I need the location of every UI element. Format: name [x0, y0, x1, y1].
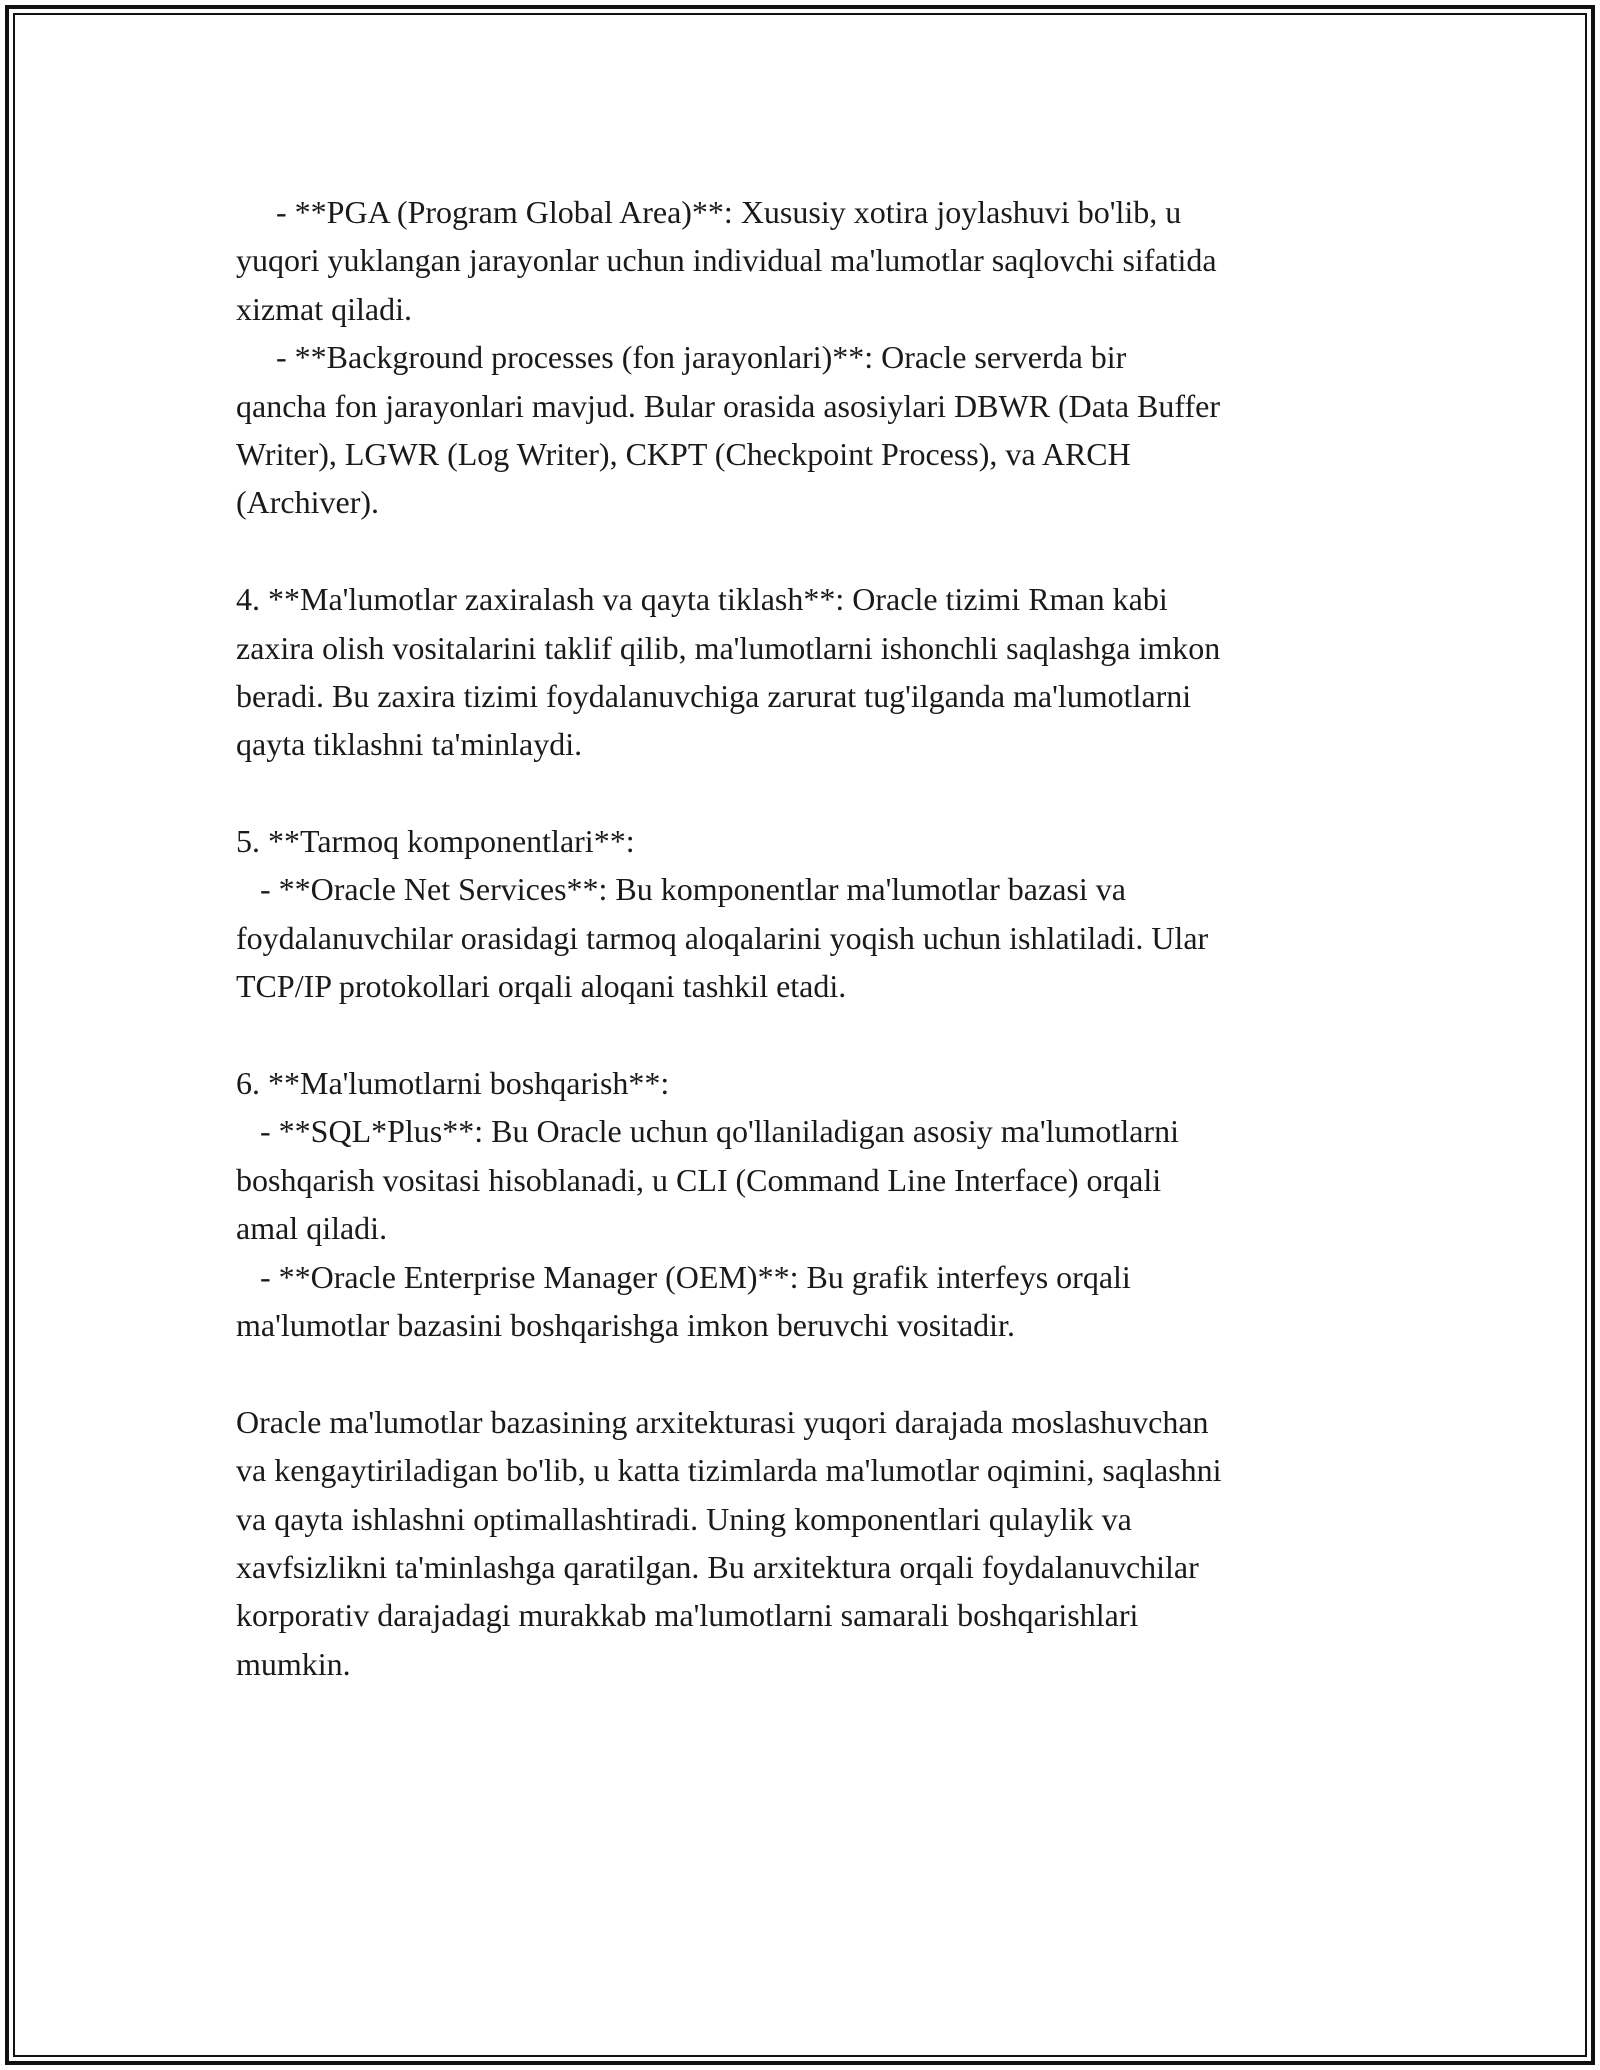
text-line: xavfsizlikni ta'minlashga qaratilgan. Bu arxitektura orqali foydalanuvchilar [236, 1548, 1199, 1585]
text-line: TCP/IP protokollari orqali aloqani tashkil etadi. [236, 968, 847, 1005]
blank-line [236, 1349, 1386, 1397]
text-line: qancha fon jarayonlari mavjud. Bular orasida asosiylari DBWR (Data Buffer [236, 387, 1220, 424]
text-line: zaxira olish vositalarini taklif qilib, ma'lumotlarni ishonchli saqlashga imkon [236, 629, 1221, 666]
text-line: - **SQL*Plus**: Bu Oracle uchun qo'llaniladigan asosiy ma'lumotlarni [236, 1113, 1179, 1150]
text-line: mumkin. [236, 1645, 351, 1682]
blank-line [236, 1011, 1386, 1059]
text-line: beradi. Bu zaxira tizimi foydalanuvchiga zarurat tug'ilganda ma'lumotlarni [236, 677, 1192, 714]
text-line: Oracle ma'lumotlar bazasining arxitekturasi yuqori darajada moslashuvchan [236, 1403, 1209, 1440]
text-line: (Archiver). [236, 484, 380, 521]
text-line: va qayta ishlashni optimallashtiradi. Uning komponentlari qulaylik va [236, 1500, 1132, 1537]
text-line: - **Oracle Net Services**: Bu komponentlar ma'lumotlar bazasi va [236, 871, 1126, 908]
text-line: - **PGA (Program Global Area)**: Xususiy xotira joylashuvi bo'lib, u [236, 194, 1182, 230]
text-line: 6. **Ma'lumotlarni boshqarish**: [236, 1065, 670, 1102]
blank-line [236, 769, 1386, 817]
text-line: - **Oracle Enterprise Manager (OEM)**: Bu grafik interfeys orqali [236, 1258, 1131, 1295]
text-line: xizmat qiladi. [236, 290, 412, 327]
text-line: foydalanuvchilar orasidagi tarmoq aloqalarini yoqish uchun ishlatiladi. Ular [236, 919, 1209, 956]
text-line: amal qiladi. [236, 1210, 388, 1247]
document-body [236, 188, 1386, 1688]
text-line: qayta tiklashni ta'minlaydi. [236, 726, 583, 763]
blank-line [236, 527, 1386, 575]
text-line: boshqarish vositasi hisoblanadi, u CLI (Command Line Interface) orqali [236, 1161, 1162, 1198]
text-line: va kengaytiriladigan bo'lib, u katta tizimlarda ma'lumotlar oqimini, saqlashni [236, 1452, 1222, 1489]
text-line: korporativ darajadagi murakkab ma'lumotlarni samarali boshqarishlari [236, 1597, 1139, 1634]
text-line: 5. **Tarmoq komponentlari**: [236, 823, 635, 860]
text-line: 4. **Ma'lumotlar zaxiralash va qayta tiklash**: Oracle tizimi Rman kabi [236, 581, 1168, 618]
text-line: yuqori yuklangan jarayonlar uchun individual ma'lumotlar saqlovchi sifatida [236, 242, 1217, 279]
text-line: - **Background processes (fon jarayonlari)**: Oracle serverda bir [236, 339, 1127, 376]
text-line: Writer), LGWR (Log Writer), CKPT (Checkpoint Process), va ARCH [236, 435, 1131, 472]
text-line: ma'lumotlar bazasini boshqarishga imkon beruvchi vositadir. [236, 1306, 1015, 1343]
